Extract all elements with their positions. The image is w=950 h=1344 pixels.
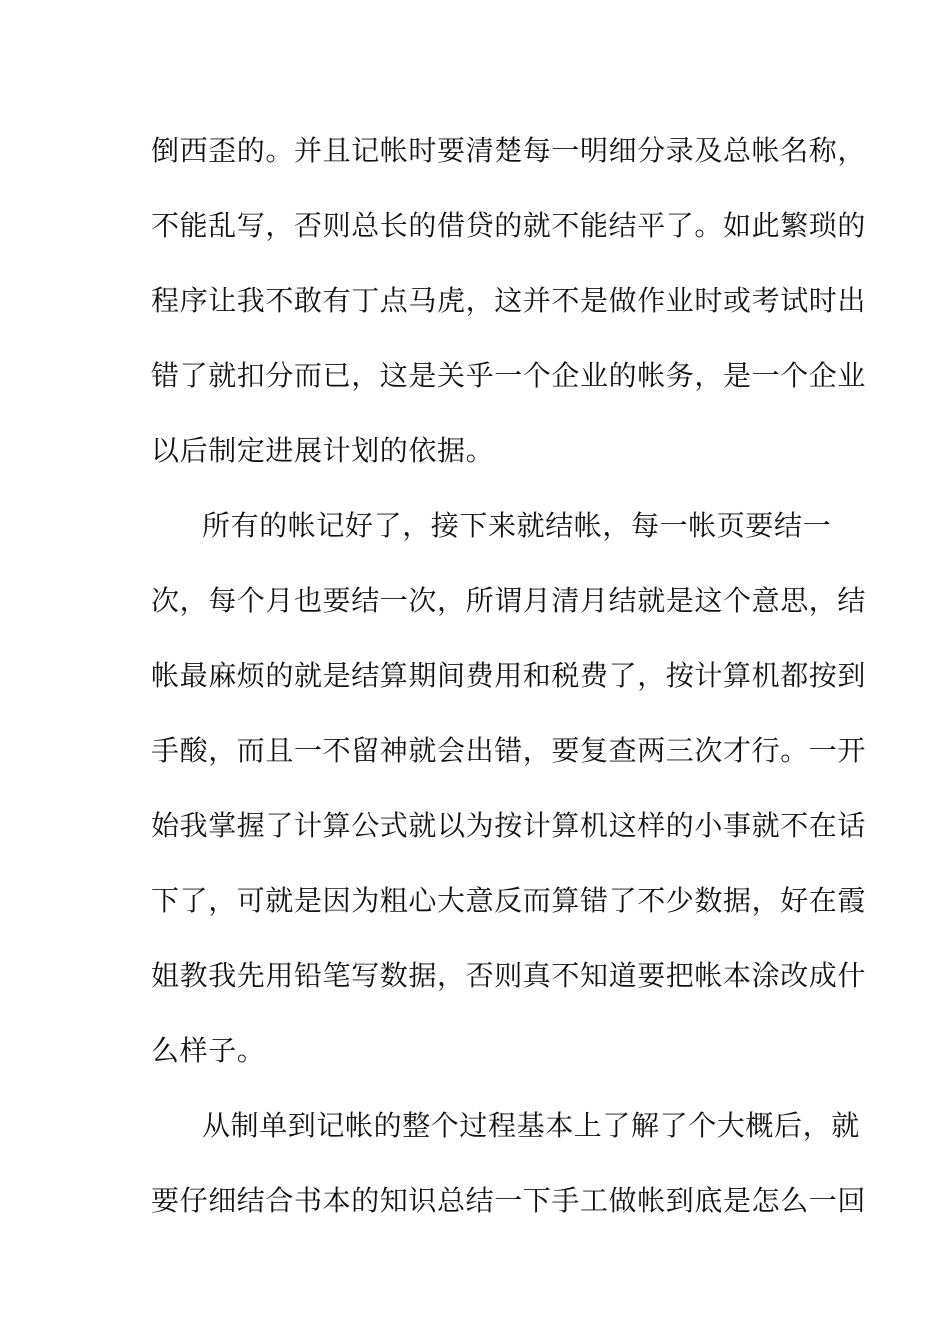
text-line: 以后制定进展计划的依据。 xyxy=(151,434,495,467)
text-line: 始我掌握了计算公式就以为按计算机这样的小事就不在话 xyxy=(151,809,867,842)
paragraph-first-line: 所有的帐记好了，接下来就结帐，每一帐页要结一 xyxy=(202,509,832,542)
text-line: 手酸，而且一不留神就会出错，要复查两三次才行。一开 xyxy=(151,734,867,767)
text-line: 倒西歪的。并且记帐时要清楚每一明细分录及总帐名称， xyxy=(151,134,867,167)
text-line: 次，每个月也要结一次，所谓月清月结就是这个意思，结 xyxy=(151,584,867,617)
text-line: 帐最麻烦的就是结算期间费用和税费了，按计算机都按到 xyxy=(151,659,867,692)
text-line: 下了，可就是因为粗心大意反而算错了不少数据，好在霞 xyxy=(151,884,867,917)
text-line: 么样子。 xyxy=(151,1034,266,1067)
text-line: 程序让我不敢有丁点马虎，这并不是做作业时或考试时出 xyxy=(151,284,867,317)
text-line: 要仔细结合书本的知识总结一下手工做帐到底是怎么一回 xyxy=(151,1184,867,1217)
text-line: 错了就扣分而已，这是关乎一个企业的帐务，是一个企业 xyxy=(151,359,867,392)
text-line: 不能乱写，否则总长的借贷的就不能结平了。如此繁琐的 xyxy=(151,209,867,242)
paragraph-first-line: 从制单到记帐的整个过程基本上了解了个大概后，就 xyxy=(202,1109,860,1142)
text-line: 姐教我先用铅笔写数据，否则真不知道要把帐本涂改成什 xyxy=(151,959,867,992)
